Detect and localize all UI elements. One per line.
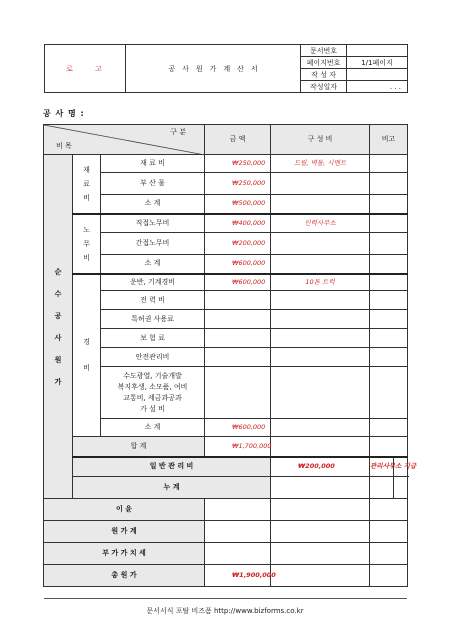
meta-value-author[interactable] — [347, 69, 408, 81]
row-label: 재 료 비 — [101, 155, 205, 173]
amount-cell[interactable] — [205, 310, 271, 329]
amount-cell[interactable]: ₩200,000 — [205, 233, 271, 255]
note-cell[interactable] — [370, 419, 408, 437]
header-composition: 구 성 비 — [271, 125, 370, 155]
table-row — [44, 155, 408, 173]
row-label: 소 계 — [101, 255, 205, 274]
amount-cell[interactable]: ₩200,000 — [271, 457, 370, 477]
table-row — [44, 543, 408, 565]
composition-cell[interactable] — [271, 437, 370, 457]
note-cell[interactable] — [370, 437, 408, 457]
row-label: 안전관리비 — [101, 348, 205, 367]
row-label-cost-sum: 원 가 계 — [44, 521, 205, 543]
composition-cell[interactable]: 드릴, 벽돌, 시멘트 — [271, 155, 370, 173]
row-label-general-admin: 일 반 관 리 비 — [73, 457, 271, 477]
amount-cell[interactable]: ₩600,000 — [205, 255, 271, 274]
amount-cell[interactable]: ₩600,000 — [205, 274, 271, 291]
amount-cell[interactable]: ₩500,000 — [205, 195, 271, 214]
row-label: 소 계 — [101, 195, 205, 214]
row-label: 소 계 — [101, 419, 205, 437]
row-label: 전 력 비 — [101, 291, 205, 310]
note-cell[interactable] — [394, 477, 408, 499]
document-title: 공사원가계산서 — [126, 45, 301, 93]
header-bimok: 비 목 — [56, 142, 72, 150]
composition-cell[interactable] — [271, 499, 370, 521]
note-cell[interactable] — [370, 565, 408, 587]
row-label: 직접노무비 — [101, 214, 205, 233]
table-row — [44, 437, 408, 457]
amount-cell[interactable] — [205, 367, 271, 419]
table-row — [44, 274, 408, 291]
meta-label: 페이지번호 — [301, 57, 347, 69]
amount-cell[interactable]: ₩1,900,000 — [205, 565, 271, 587]
group-material-cost: 재 료 비 — [73, 155, 101, 214]
table-row — [44, 521, 408, 543]
amount-cell[interactable]: ₩250,000 — [205, 173, 271, 195]
amount-cell[interactable]: ₩1,700,000 — [205, 437, 271, 457]
amount-cell[interactable]: ₩400,000 — [205, 214, 271, 233]
row-label-cumulative: 누 계 — [73, 477, 271, 499]
note-cell[interactable] — [370, 214, 408, 233]
diagonal-header-cell — [44, 125, 205, 155]
row-label-profit: 이 윤 — [44, 499, 205, 521]
cost-table — [43, 124, 417, 587]
table-row — [44, 477, 408, 499]
amount-cell[interactable] — [205, 291, 271, 310]
note-cell[interactable] — [370, 233, 408, 255]
note-cell[interactable] — [370, 155, 408, 173]
note-cell[interactable] — [370, 329, 408, 348]
meta-value-page-number[interactable]: 1/1페이지 — [347, 57, 408, 69]
note-cell[interactable] — [370, 291, 408, 310]
amount-cell[interactable] — [205, 521, 271, 543]
amount-cell[interactable]: ₩600,000 — [205, 419, 271, 437]
row-label: 부 산 물 — [101, 173, 205, 195]
row-label: 보 험 료 — [101, 329, 205, 348]
composition-cell[interactable]: 인력사무소 — [271, 214, 370, 233]
composition-cell[interactable] — [271, 521, 370, 543]
composition-cell[interactable]: 관리사무소 지급 — [370, 457, 394, 477]
composition-cell[interactable] — [271, 419, 370, 437]
note-cell[interactable] — [370, 195, 408, 214]
meta-label: 작성일자 — [301, 81, 347, 93]
meta-value-doc-number[interactable] — [347, 45, 408, 57]
composition-cell[interactable] — [271, 329, 370, 348]
note-cell[interactable] — [370, 173, 408, 195]
note-cell[interactable] — [370, 499, 408, 521]
meta-label: 문서번호 — [301, 45, 347, 57]
composition-cell[interactable] — [271, 233, 370, 255]
composition-cell[interactable] — [271, 543, 370, 565]
amount-cell[interactable]: ₩250,000 — [205, 155, 271, 173]
meta-label: 작 성 자 — [301, 69, 347, 81]
composition-cell[interactable] — [271, 255, 370, 274]
meta-value-date[interactable]: . . . — [347, 81, 408, 93]
header-amount: 금 액 — [205, 125, 271, 155]
header-gubun: 구 분 — [170, 128, 187, 136]
amount-cell[interactable] — [205, 329, 271, 348]
composition-cell[interactable] — [271, 195, 370, 214]
row-label-grand-total: 총 원 가 — [44, 565, 205, 587]
amount-cell[interactable] — [205, 543, 271, 565]
group-net-construction-cost: 순 수 공 사 원 가 — [44, 155, 73, 499]
footer-text: 문서서식 포탈 비즈폼 http://www.bizforms.co.kr — [146, 607, 304, 615]
row-label: 특허권 사용료 — [101, 310, 205, 329]
logo: 로 고 — [45, 45, 126, 93]
note-cell[interactable] — [370, 521, 408, 543]
amount-cell[interactable] — [271, 477, 370, 499]
row-label-vat: 부 가 가 치 세 — [44, 543, 205, 565]
note-cell[interactable] — [370, 255, 408, 274]
note-cell[interactable] — [370, 310, 408, 329]
row-label: 간접노무비 — [101, 233, 205, 255]
table-row — [44, 214, 408, 233]
composition-cell[interactable] — [271, 348, 370, 367]
composition-cell[interactable] — [271, 310, 370, 329]
row-label: 운반, 기계경비 — [101, 274, 205, 291]
amount-cell[interactable] — [205, 499, 271, 521]
composition-cell[interactable] — [271, 173, 370, 195]
note-cell[interactable] — [370, 274, 408, 291]
composition-cell[interactable] — [271, 291, 370, 310]
group-expenses: 경 비 — [73, 274, 101, 437]
table-row — [44, 457, 408, 477]
document-header — [44, 44, 408, 93]
composition-cell[interactable] — [370, 477, 394, 499]
table-header-row — [44, 125, 408, 155]
project-name-label: 공 사 명 : — [43, 109, 85, 118]
composition-cell[interactable] — [271, 565, 370, 587]
header-note: 비고 — [370, 125, 408, 155]
footer-divider — [44, 598, 407, 599]
group-labor-cost: 노 무 비 — [73, 214, 101, 274]
note-cell[interactable] — [370, 348, 408, 367]
note-cell[interactable] — [370, 367, 408, 419]
row-label-total: 합 계 — [73, 437, 205, 457]
row-label: 수도광열, 기술개발 복지후생, 소모품, 여비 교통비, 세금과공과 가 설 비 — [101, 367, 205, 419]
table-row — [44, 499, 408, 521]
composition-cell[interactable] — [271, 367, 370, 419]
composition-cell[interactable]: 10톤 트럭 — [271, 274, 370, 291]
note-cell[interactable] — [370, 543, 408, 565]
amount-cell[interactable] — [205, 348, 271, 367]
table-row — [44, 565, 408, 587]
